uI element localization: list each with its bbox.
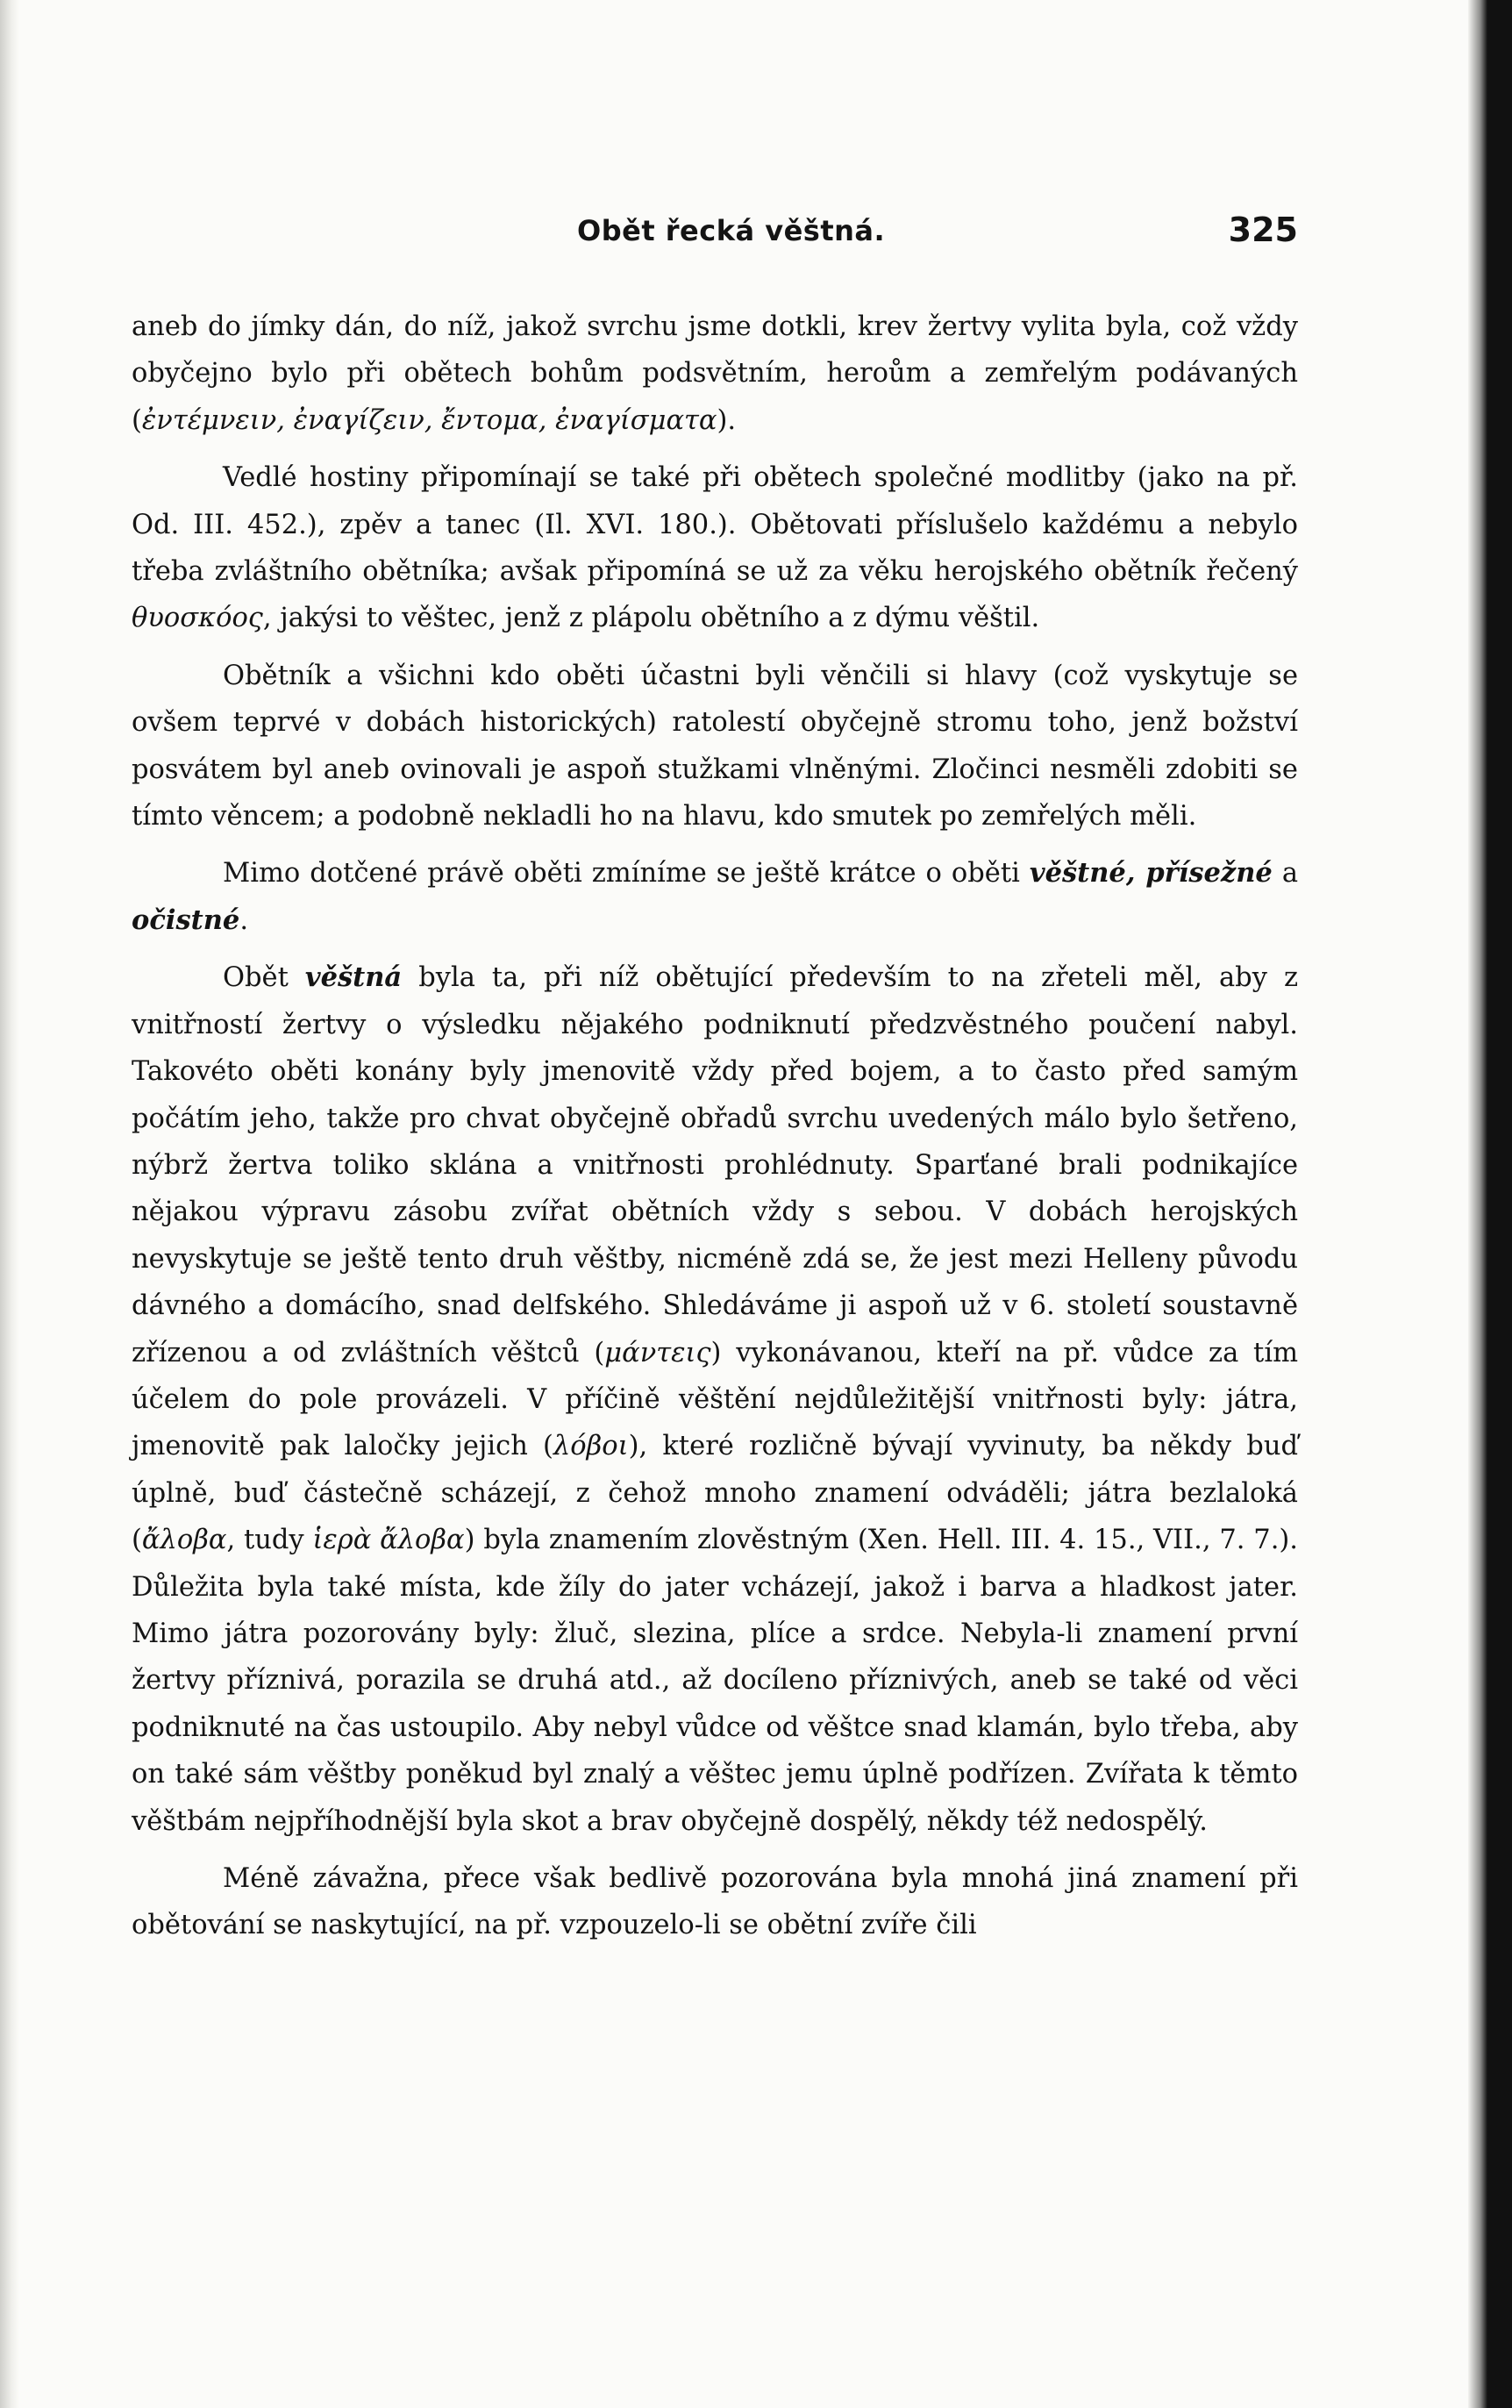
greek-term: ἱερὰ ἄλοβα xyxy=(312,1525,465,1556)
text-run: . xyxy=(239,904,249,936)
page-edge-shadow xyxy=(0,0,19,2408)
page-header xyxy=(132,211,1298,258)
paragraph-1 xyxy=(132,304,1298,444)
text-run: a xyxy=(1272,858,1298,890)
text-run: aneb do jímky dán, do níž, jakož svrchu jsme dotkli, krev žertvy vylita byla, což vždy obyčejno bylo při obětech bohům podsvětním, heroům a zemřelým podávaných ( xyxy=(132,311,1298,436)
text-run: ), které rozličně bývají vyvinuty, ba někdy buď úplně, buď částečně scházejí, z čehož mnoho znamení odváděli; játra bezlaloká ( xyxy=(132,1431,1299,1556)
text-run: ) byla znamením zlověstným (Xen. Hell. III. 4. 15., VII., 7. 7.). Důležita byla také místa, kde žíly do jater vcházejí, jakož i barva a hladkost jater. Mimo játra pozorovány byly: žluč, slezina, plíce a srdce. Nebyla-li znamení první žertvy příznivá, porazila se druhá atd., až docíleno příznivých, aneb se také od věci podniknuté na čas ustoupilo. Aby nebyl vůdce od věštce snad klamán, bylo třeba, aby on také sám věštby poněkud byl znalý a věštec jemu úplně podřízen. Zvířata k těmto věštbám nejpříhodnější byla skot a brav obyčejně dospělý, někdy též nedospělý. xyxy=(132,1525,1298,1837)
paragraph-3: Obětník a všichni kdo oběti účastni byli věnčili si hlavy (což vyskytuje se ovšem teprvé v dobách historických) ratolestí obyčejně stromu toho, jenž božství posvátem byl aneb ovinovali je aspoň stužkami vlněnými. Zločinci nesměli zdobiti se tímto věncem; a podobně nekladli ho na hlavu, kdo smutek po zemřelých měli. xyxy=(132,660,1298,832)
running-title: Obět řecká věštná. xyxy=(577,214,886,247)
greek-terms: ἐντέμνειν, ἐναγίζειν, ἔντομα, ἐναγίσματα xyxy=(141,404,717,436)
text-run: ). xyxy=(717,404,737,436)
greek-term: θυοσκόος xyxy=(132,603,263,634)
text-run: Obět xyxy=(223,962,305,994)
text-run: ) vykonávanou, kteří na př. vůdce za tím účelem do pole provázeli. V příčině věštění nejdůležitější vnitřnosti byly: játra, jmenovitě pak laločky jejich ( xyxy=(132,1337,1298,1462)
text-run: byla ta, při níž obětující především to na zřeteli měl, aby z vnitřností žertvy o výsledku nějakého podniknutí předzvěstného poučení nabyl. Takovéto oběti konány byly jmenovitě vždy před bojem, a to často před samým počátím jeho, takže pro chvat obyčejně obřadů svrchu uvedených málo bylo šetřeno, nýbrž žertva toliko sklána a vnitřnosti prohlédnuty. Sparťané brali podnikajíce nějakou výpravu zásobu zvířat obětních vždy s sebou. V dobách herojských nevyskytuje se ještě tento druh věštby, nicméně zdá se, že jest mezi Helleny původu dávného a domácího, snad delfského. Shledáváme ji aspoň už v 6. století soustavně zřízenou a od zvláštních věštců ( xyxy=(132,962,1299,1368)
text-run: , jakýsi to věštec, jenž z plápolu obětního a z dýmu věštil. xyxy=(262,603,1040,634)
greek-term: μάντεις xyxy=(604,1337,711,1368)
paragraph-2 xyxy=(132,454,1298,642)
body-text xyxy=(132,304,1298,1960)
paragraph-4 xyxy=(132,850,1298,944)
emphasis-term: očistné xyxy=(132,904,240,936)
emphasis-term: věštné, přísežné xyxy=(1029,857,1273,890)
paragraph-6: Méně závažna, přece však bedlivě pozorována byla mnohá jiná znamení při obětování se naskytující, na př. vzpouzelo-li se obětní zvíře čili xyxy=(132,1863,1298,1941)
greek-term: ἄλοβα xyxy=(141,1525,227,1556)
emphasis-term: věštná xyxy=(304,961,403,994)
text-run: Mimo dotčené právě oběti zmíníme se ještě krátce o oběti xyxy=(223,858,1030,890)
text-run: Vedlé hostiny připomínají se také při obětech společné modlitby (jako na př. Od. III. 452.), zpěv a tanec (Il. XVI. 180.). Obětovati příslušelo každému a nebylo třeba zvláštního obětníka; avšak připomíná se už za věku herojského obětník řečený xyxy=(132,462,1298,588)
paragraph-5 xyxy=(132,954,1298,1845)
greek-term: λόβοι xyxy=(553,1431,629,1462)
text-run: , tudy xyxy=(226,1525,313,1556)
page-number: 325 xyxy=(1228,211,1298,249)
scan-border xyxy=(1468,0,1512,2408)
